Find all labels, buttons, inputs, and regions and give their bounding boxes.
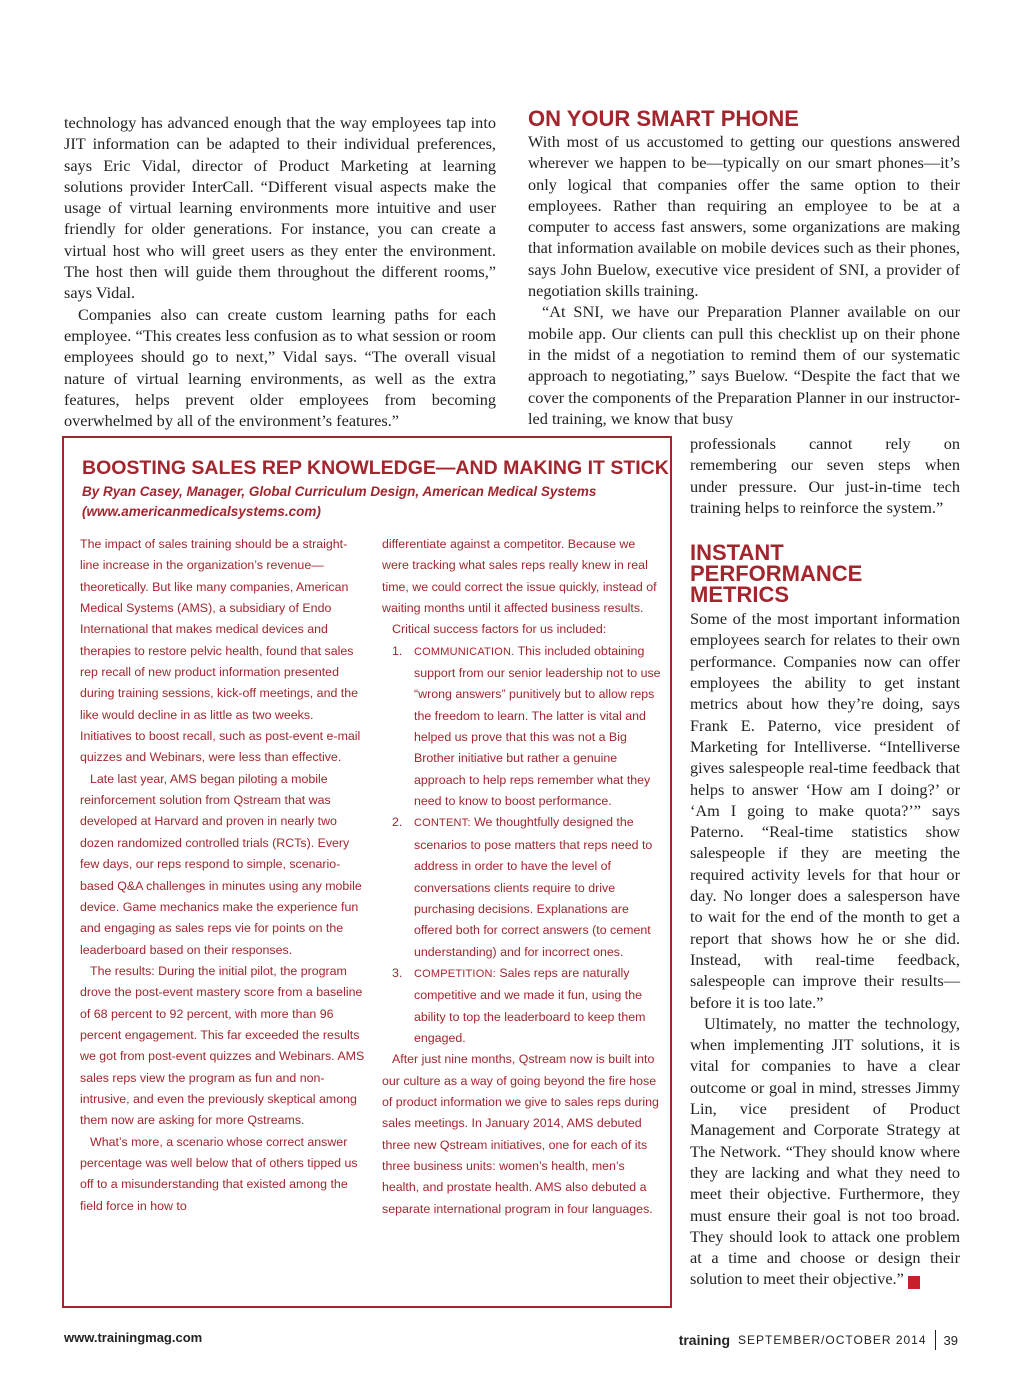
list-text: This included obtaining support from our senior leadership not to use “wrong answers” punitively but to allow reps the freedom to learn. The latter is vital and helped us prove that this was not a Big Brother initiative but rather a genuine approach to help reps remember what they need to know to boost performance. [414, 643, 661, 809]
sidebar-paragraph: After just nine months, Qstream now is built into our culture as a way of going beyond the fire hose of product information we give to sales reps during sales meetings. In January 2014, AMS debuted three new Qstream initiatives, one for each of its three business units: women’s health, men’s health, and prostate health. AMS also debuted a separate international program in four languages. [382, 1052, 659, 1216]
list-number: 1. [392, 643, 403, 658]
sidebar-paragraph: What’s more, a scenario whose correct answer percentage was well below that of others tipped us off to a misunderstanding that existed among the field force in how to [80, 1134, 358, 1213]
list-label: COMMUNICATION. [414, 645, 515, 658]
section-heading: INSTANT PERFORMANCE METRICS [690, 540, 863, 608]
list-item [382, 641, 662, 813]
sidebar-paragraph: Late last year, AMS began piloting a mobile reinforcement solution from Qstream that was developed at Harvard and proven in nearly two dozen randomized controlled trials (RCTs). Every few days, our reps respond to simple, scenario-based Q&A challenges in minutes using any mobile device. Game mechanics make the experience fun and engaging as sales reps vie for points on the leaderboard based on their responses. [80, 771, 362, 957]
issue-date: SEPTEMBER/OCTOBER 2014 [738, 1333, 927, 1347]
section-heading: ON YOUR SMART PHONE [528, 106, 799, 131]
sidebar-byline: By Ryan Casey, Manager, Global Curriculum Design, American Medical Systems (www.americanmedicalsystems.com) [82, 484, 597, 519]
footer-folio [679, 1330, 958, 1350]
list-number: 3. [392, 965, 403, 980]
sidebar-column-1 [80, 534, 366, 1217]
paragraph: “At SNI, we have our Preparation Planner available on our mobile app. Our clients can pull this checklist up on their phone in the midst of a negotiation to remind them of our systematic approach to negotiating,” says Buelow. “Despite the fact that we cover the components of the Preparation Planner in our instructor-led training, we know that busy [528, 302, 960, 428]
sidebar-column-2 [382, 534, 662, 1220]
paragraph [690, 1013, 960, 1290]
sidebar-paragraph: Critical success factors for us included: [392, 622, 607, 637]
left-column-text [64, 112, 496, 431]
sidebar-paragraph: The impact of sales training should be a straight-line increase in the organization’s revenue—theoretically. But like many companies, American Medical Systems (AMS), a subsidiary of Endo International that makes medical devices and therapies to restore pelvic health, found that sales rep recall of new product information presented during training sessions, kick-off meetings, and the like would decline in as little as two weeks. Initiatives to boost recall, such as post-event e-mail quizzes and Webinars, were less than effective. [80, 537, 361, 765]
list-item [382, 963, 662, 1049]
sidebar-paragraph: The results: During the initial pilot, the program drove the post-event mastery score from a baseline of 68 percent to 92 percent, with more than 96 percent engagement. This far exceeded the results we got from post-event quizzes and Webinars. AMS sales reps view the program as fun and non-intrusive, and even the previously skeptical among them now are asking for more Qstreams. [80, 963, 365, 1128]
list-label: COMPETITION: [414, 967, 496, 980]
list-text: Sales reps are naturally competitive and we made it fun, using the ability to top the leaderboard to keep them engaged. [414, 965, 646, 1045]
sidebar-title: BOOSTING SALES REP KNOWLEDGE—AND MAKING IT STICK [82, 457, 669, 479]
right-column [690, 433, 960, 1290]
sidebar-paragraph: differentiate against a competitor. Because we were tracking what sales reps really knew in real time, we could correct the issue quickly, instead of waiting months until it affected business results. [382, 537, 657, 616]
list-text: We thoughtfully designed the scenarios to pose matters that reps need to address in order to have the level of conversations clients require to drive purchasing decisions. Explanations are offered both for correct answers (to cement understanding) and for incorrect ones. [414, 815, 653, 959]
paragraph: With most of us accustomed to getting our questions answered wherever we happen to be—typically on our smart phones—it’s only logical that companies offer the same option to their employees. Rather than requiring an employee to be at a computer to access fast answers, some organizations are making that information available on mobile devices such as their phones, says John Buelow, executive vice president of SNI, a provider of negotiation skills training. [528, 132, 960, 301]
paragraph-continued: professionals cannot rely on remembering our seven steps when under pressure. Our just-in-time tech training helps to reinforce the system.” [690, 434, 960, 517]
paragraph: Companies also can create custom learning paths for each employee. “This creates less confusion as to what session or room employees should go to next,” Vidal says. “The overall visual nature of virtual learning environments, as well as the extra features, helps prevent older employees from becoming overwhelmed by all of the environment’s features.” [64, 304, 496, 431]
sidebar-box [62, 436, 672, 1308]
list-item [382, 812, 662, 962]
magazine-name: training [678, 1332, 731, 1348]
end-mark-icon: t [908, 1276, 920, 1289]
list-label: CONTENT: [414, 817, 471, 830]
footer-url: www.trainingmag.com [64, 1330, 203, 1345]
paragraph: technology has advanced enough that the way employees tap into JIT information can be adapted to their individual preferences, says Eric Vidal, director of Product Marketing at learning solutions provider InterCall. “Different visual aspects make the usage of virtual learning environments more intuitive and user friendly for older generations. For instance, you can create a virtual host who will greet users as they enter the environment. The host then will guide them throughout the different rooms,” says Vidal. [64, 113, 496, 303]
smart-phone-section [528, 108, 960, 429]
paragraph: Some of the most important information employees search for relates to their own performance. Companies now can offer employees the ability to get instant metrics about how they’re doing, says Frank E. Paterno, vice president of Marketing for Intelliverse. “Intelliverse gives salespeople real-time feedback that helps to answer ‘How am I doing?’ or ‘Am I going to make quota?’” says Paterno. “Real-time statistics show salespeople if they are meeting the required activity levels for that hour or day. No longer does a salesperson have to wait for the end of the month to get a report that shows how he or she did. Instead, with real-time feedback, salespeople can improve their results—before it is too late.” [690, 609, 960, 1012]
list-number: 2. [392, 815, 403, 830]
paragraph-text: Ultimately, no matter the technology, when implementing JIT solutions, it is vital for companies to have a clear outcome or goal in mind, stresses Jimmy Lin, vice president of Product Management and Corporate Strategy at The Network. “They should know where they are lacking and what they need to meet their objective. Furthermore, they must ensure their goal is not too broad. They should look to attack one problem at a time and choose or design their solution to meet their objective.” [690, 1013, 960, 1289]
divider [935, 1330, 936, 1350]
page-number: 39 [943, 1332, 958, 1348]
